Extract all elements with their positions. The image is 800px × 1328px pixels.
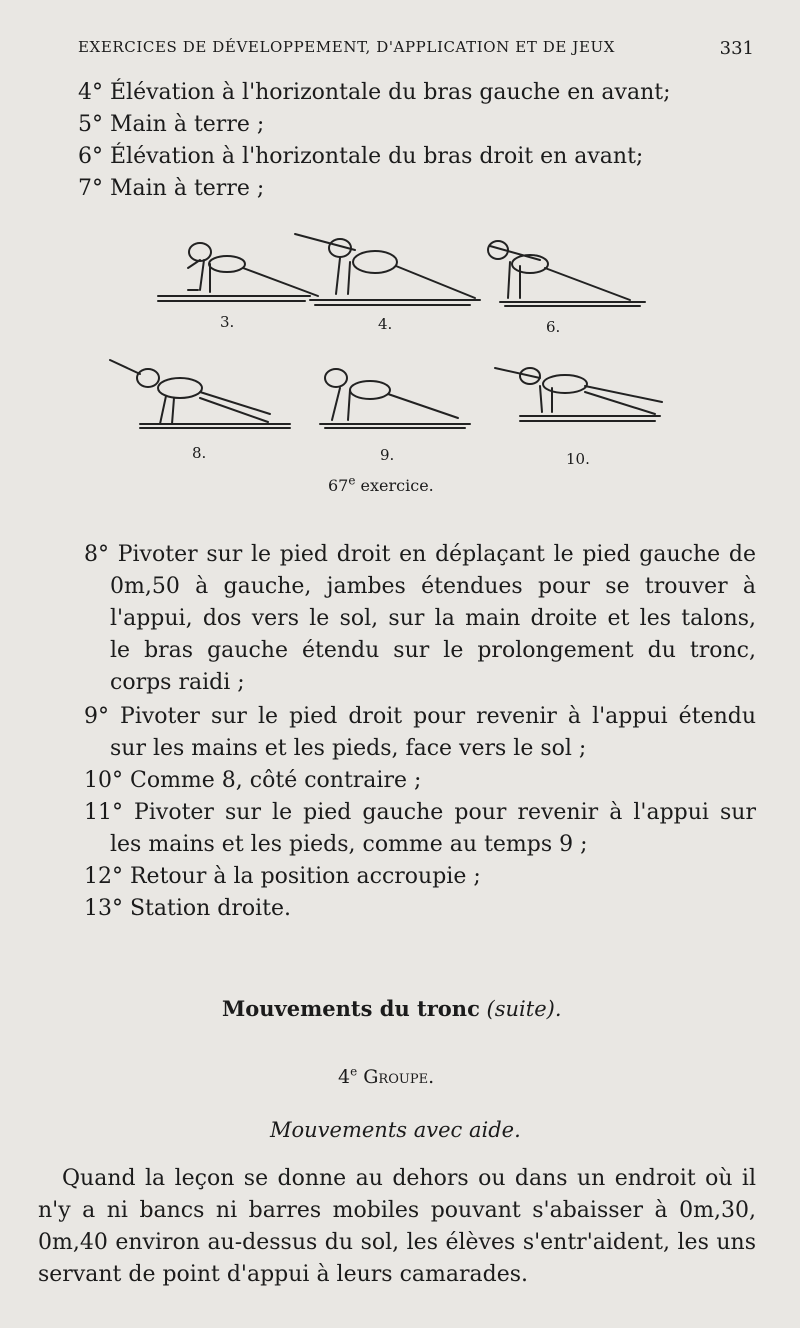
figure-4-drawing: [295, 234, 480, 305]
step-4: 4° Élévation à l'horizontale du bras gauche en avant;: [78, 80, 671, 105]
step-13: 13° Station droite.: [84, 896, 292, 921]
figure-caption: 67e exercice.: [328, 473, 434, 495]
step-7: 7° Main à terre ;: [78, 176, 265, 201]
figure-6-drawing: [488, 241, 645, 306]
subsection-title: Mouvements avec aide.: [270, 1118, 521, 1142]
figure-8-drawing: [110, 360, 290, 428]
group-heading: 4e Groupe.: [338, 1064, 435, 1088]
running-head-title: EXERCICES DE DÉVELOPPEMENT, D'APPLICATION ET DE JEUX: [78, 38, 616, 56]
step-8-line-3: l'appui, dos vers le sol, sur la main droite et les talons,: [110, 606, 756, 631]
step-8-line-4: le bras gauche étendu sur le prolongement du tronc,: [110, 638, 756, 663]
figure-label-8: 8.: [192, 444, 207, 462]
step-12: 12° Retour à la position accroupie ;: [84, 864, 481, 889]
figure-label-10: 10.: [566, 450, 590, 468]
figure-3-drawing: [158, 243, 318, 301]
exercise-figure: [100, 228, 700, 508]
paragraph-line-2: n'y a ni bancs ni barres mobiles pouvant s'abaisser à 0m,30,: [38, 1198, 756, 1223]
figure-label-9: 9.: [380, 446, 395, 464]
step-10: 10° Comme 8, côté contraire ;: [84, 768, 422, 793]
figure-label-4: 4.: [378, 315, 393, 333]
step-11-line-1: 11° Pivoter sur le pied gauche pour revenir à l'appui sur: [84, 800, 756, 825]
paragraph-line-1: Quand la leçon se donne au dehors ou dans un endroit où il: [62, 1166, 756, 1191]
step-5: 5° Main à terre ;: [78, 112, 265, 137]
step-9-line-2: sur les mains et les pieds, face vers le sol ;: [110, 736, 587, 761]
step-11-line-2: les mains et les pieds, comme au temps 9 ;: [110, 832, 588, 857]
step-8-line-2: 0m,50 à gauche, jambes étendues pour se trouver à: [110, 574, 756, 599]
figure-10-drawing: [495, 368, 662, 421]
section-title: Mouvements du tronc (suite).: [222, 996, 562, 1021]
figure-label-6: 6.: [546, 318, 561, 336]
figure-9-drawing: [320, 369, 470, 428]
page-number: 331: [719, 38, 754, 59]
exercise-illustration: [100, 228, 700, 508]
step-6: 6° Élévation à l'horizontale du bras droit en avant;: [78, 144, 644, 169]
step-8-line-1: 8° Pivoter sur le pied droit en déplaçant le pied gauche de: [84, 542, 756, 567]
figure-label-3: 3.: [220, 313, 235, 331]
step-8-line-5: corps raidi ;: [110, 670, 245, 695]
paragraph-line-4: servant de point d'appui à leurs camarades.: [38, 1262, 529, 1287]
step-9-line-1: 9° Pivoter sur le pied droit pour revenir à l'appui étendu: [84, 704, 756, 729]
paragraph-line-3: 0m,40 environ au-dessus du sol, les élèves s'entr'aident, les uns: [38, 1230, 756, 1255]
